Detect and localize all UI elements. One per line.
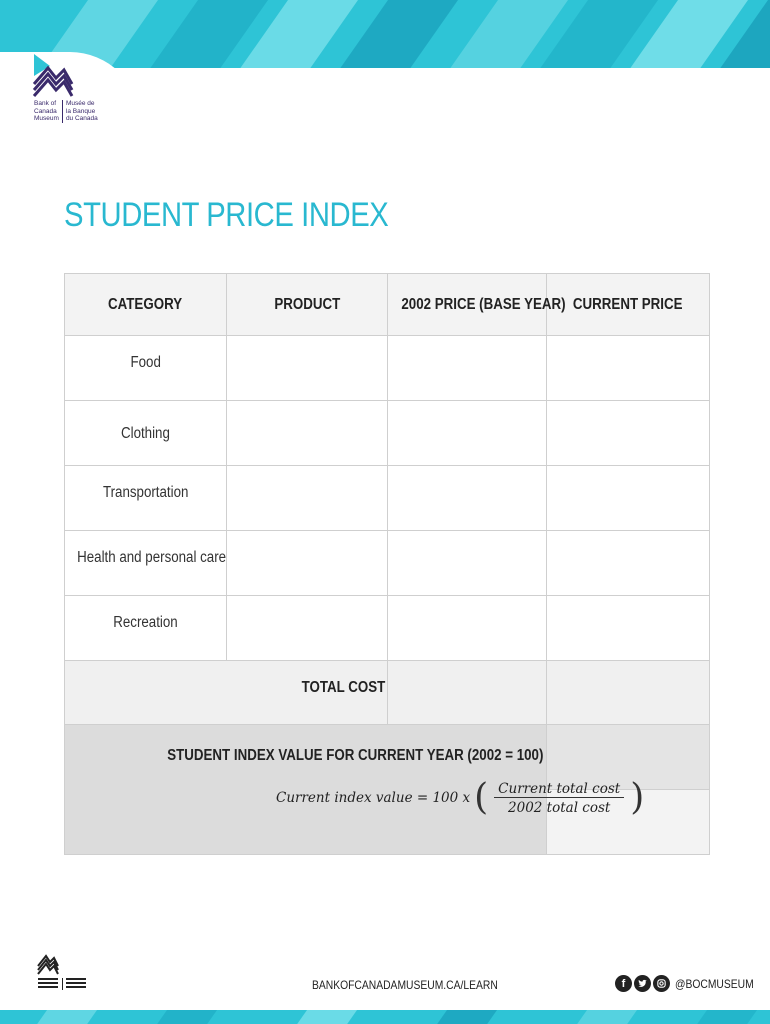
total-row <box>65 661 710 725</box>
logo-line: Bank of <box>34 100 57 107</box>
logo-line: Museum <box>34 115 59 122</box>
instagram-icon[interactable] <box>653 975 670 992</box>
table-row <box>65 596 710 661</box>
base-total-input-cell[interactable] <box>388 661 547 725</box>
social-links <box>615 975 767 992</box>
column-header-current-price: CURRENT PRICE <box>547 274 710 336</box>
logo-line: Musée de <box>65 100 95 107</box>
product-input-cell[interactable] <box>227 336 388 401</box>
current-total-input-cell[interactable] <box>547 661 710 725</box>
base-price-input-cell[interactable] <box>388 401 547 466</box>
table-row <box>65 466 710 531</box>
category-cell: Food <box>65 336 227 401</box>
current-price-input-cell[interactable] <box>547 466 710 531</box>
logo-wordmark <box>34 100 98 123</box>
product-input-cell[interactable] <box>227 401 388 466</box>
current-price-input-cell[interactable] <box>547 401 710 466</box>
base-price-input-cell[interactable] <box>388 596 547 661</box>
index-formula <box>276 777 645 818</box>
table-row <box>65 336 710 401</box>
logo-line: Canada <box>34 107 57 115</box>
total-cost-label: TOTAL COST <box>65 661 388 725</box>
footer-logo-icon <box>36 948 96 998</box>
product-input-cell[interactable] <box>227 466 388 531</box>
product-input-cell[interactable] <box>227 531 388 596</box>
index-value-label-cell: STUDENT INDEX VALUE FOR CURRENT YEAR (2002 = 100) <box>65 725 547 855</box>
facebook-icon[interactable]: f <box>615 975 632 992</box>
category-cell: Clothing <box>65 401 227 466</box>
left-paren: ( <box>474 777 489 818</box>
logo-line: du Canada <box>65 115 98 122</box>
table-row <box>65 401 710 466</box>
footer-url-link[interactable]: BANKOFCANADAMUSEUM.CA/LEARN <box>312 978 498 992</box>
product-input-cell[interactable] <box>227 596 388 661</box>
bottom-banner <box>0 1010 770 1024</box>
current-price-input-cell[interactable] <box>547 531 710 596</box>
base-price-input-cell[interactable] <box>388 336 547 401</box>
current-price-input-cell[interactable] <box>547 596 710 661</box>
page-title: STUDENT PRICE INDEX <box>64 196 389 234</box>
price-index-table <box>64 273 710 855</box>
current-price-input-cell[interactable] <box>547 336 710 401</box>
right-paren: ) <box>630 777 645 818</box>
base-price-input-cell[interactable] <box>388 531 547 596</box>
formula-fraction <box>494 781 624 816</box>
formula-numerator: Current total cost <box>494 781 624 798</box>
category-cell: Transportation <box>65 466 227 531</box>
twitter-icon[interactable] <box>634 975 651 992</box>
category-cell: Health and personal care <box>65 531 227 596</box>
column-header-category: CATEGORY <box>65 274 227 336</box>
table-row <box>65 531 710 596</box>
formula-lhs: Current index value = 100 x <box>276 790 471 806</box>
column-header-base-price: 2002 PRICE (BASE YEAR) <box>388 274 547 336</box>
social-handle[interactable]: @BOCMUSEUM <box>675 976 754 991</box>
logo-line: la Banque <box>65 107 96 115</box>
category-cell: Recreation <box>65 596 227 661</box>
formula-denominator: 2002 total cost <box>508 799 611 816</box>
column-header-product: PRODUCT <box>227 274 388 336</box>
table-header-row <box>65 274 710 336</box>
base-price-input-cell[interactable] <box>388 466 547 531</box>
